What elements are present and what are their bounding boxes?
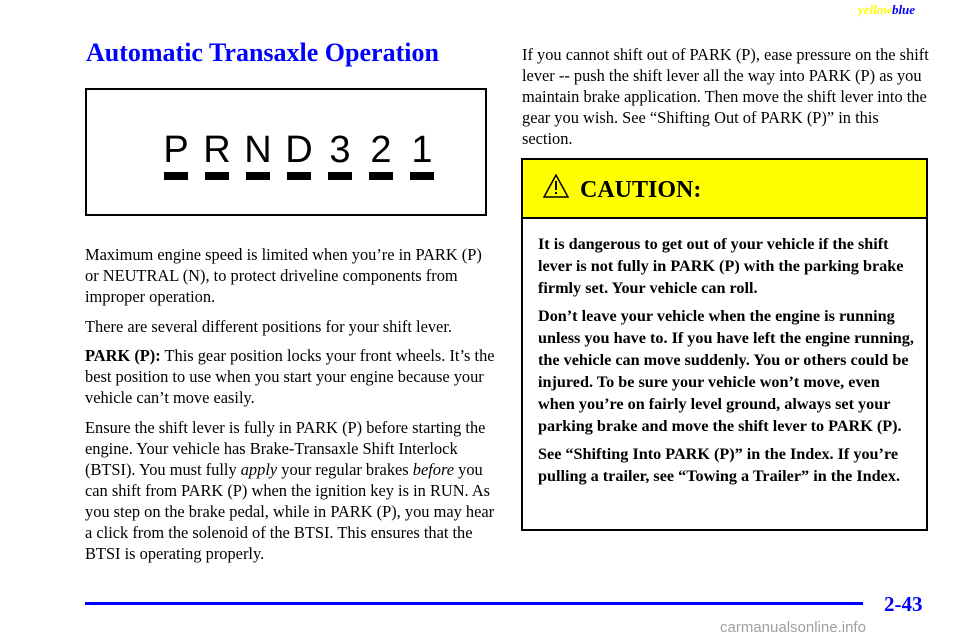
gear-letter: R	[203, 129, 231, 171]
btsi-text-b: your regular brakes	[277, 459, 413, 479]
btsi-text-a: Ensure the shift lever is fully in PARK (P) before starting the engine. Your vehicle has Brake-Transaxle Shift Interlock (BTSI). You must fully	[85, 417, 486, 479]
gear-position-third	[325, 130, 355, 180]
gear-underline	[205, 172, 229, 180]
caution-paragraph: It is dangerous to get out of your vehicle if the shift lever is not fully in PARK (P) with the parking brake firmly set. Your vehicle can roll.	[538, 235, 904, 297]
caution-title: CAUTION:	[580, 177, 702, 203]
gear-underline	[287, 172, 311, 180]
gear-letter: 1	[411, 129, 433, 171]
gear-underline	[164, 172, 188, 180]
body-paragraph: If you cannot shift out of PARK (P), ease pressure on the shift lever -- push the shift lever all the way into PARK (P) as you maintain brake application. Then move the shift lever into the gear you wish. See “Shifting Out of PARK (P)” in this section.	[522, 45, 929, 148]
body-paragraph: Maximum engine speed is limited when you’re in PARK (P) or NEUTRAL (N), to protect driveline components from improper operation.	[85, 245, 482, 306]
gear-position-second	[366, 130, 396, 180]
gear-position-park	[161, 130, 191, 180]
btsi-paragraph	[85, 417, 495, 564]
caution-box	[521, 158, 928, 531]
emphasis-before: before	[412, 459, 455, 479]
gear-position-first	[407, 130, 437, 180]
park-text: This gear position locks your front wheels. It’s the best position to use when you start your engine because your vehicle can’t move easily.	[85, 346, 495, 407]
right-column	[522, 44, 932, 158]
gear-underline	[410, 172, 434, 180]
gear-position-drive	[284, 130, 314, 180]
watermark: carmanualsonline.info	[720, 619, 866, 636]
gear-position-reverse	[202, 130, 232, 180]
gear-underline	[369, 172, 393, 180]
caution-header	[523, 160, 926, 219]
caution-paragraph: See “Shifting Into PARK (P)” in the Index. If you’re pulling a trailer, see “Towing a Trailer” in the Index.	[538, 445, 900, 485]
gear-letter: P	[163, 129, 189, 171]
footer-rule	[85, 602, 863, 605]
gear-underline	[328, 172, 352, 180]
gear-indicator-panel	[85, 88, 487, 216]
corner-tag-yellow: yellow	[858, 2, 892, 17]
park-paragraph	[85, 345, 495, 408]
page-title: Automatic Transaxle Operation	[86, 38, 439, 67]
left-column	[85, 244, 495, 572]
warning-triangle-icon	[543, 174, 569, 198]
btsi-text-c: you can shift from PARK (P) when the ignition key is in RUN. As you step on the brake pedal, while in PARK (P), you may hear a click from the solenoid of the BTSI. This ensures that the BTSI is operating properly.	[85, 459, 495, 563]
caution-paragraph: Don’t leave your vehicle when the engine is running unless you have to. If you have left the engine running, the vehicle can move suddenly. You or others could be injured. To be sure your vehicle won’t move, even when you’re on fairly level ground, always set your parking brake and move the shift lever to PARK (P).	[538, 307, 914, 435]
gear-underline	[246, 172, 270, 180]
gear-letter: 3	[329, 129, 351, 171]
body-paragraph: There are several different positions for your shift lever.	[85, 316, 452, 336]
corner-tag-blue: blue	[891, 2, 916, 17]
park-label: PARK (P):	[85, 346, 161, 365]
page-number: 2-43	[884, 592, 923, 616]
gear-position-neutral	[243, 130, 273, 180]
gear-letter: 2	[370, 129, 392, 171]
gear-letter: D	[285, 129, 313, 171]
emphasis-apply: apply	[240, 459, 278, 479]
corner-tag	[858, 2, 915, 18]
caution-body	[538, 233, 918, 493]
gear-letter: N	[244, 129, 272, 171]
gear-row	[161, 130, 437, 180]
